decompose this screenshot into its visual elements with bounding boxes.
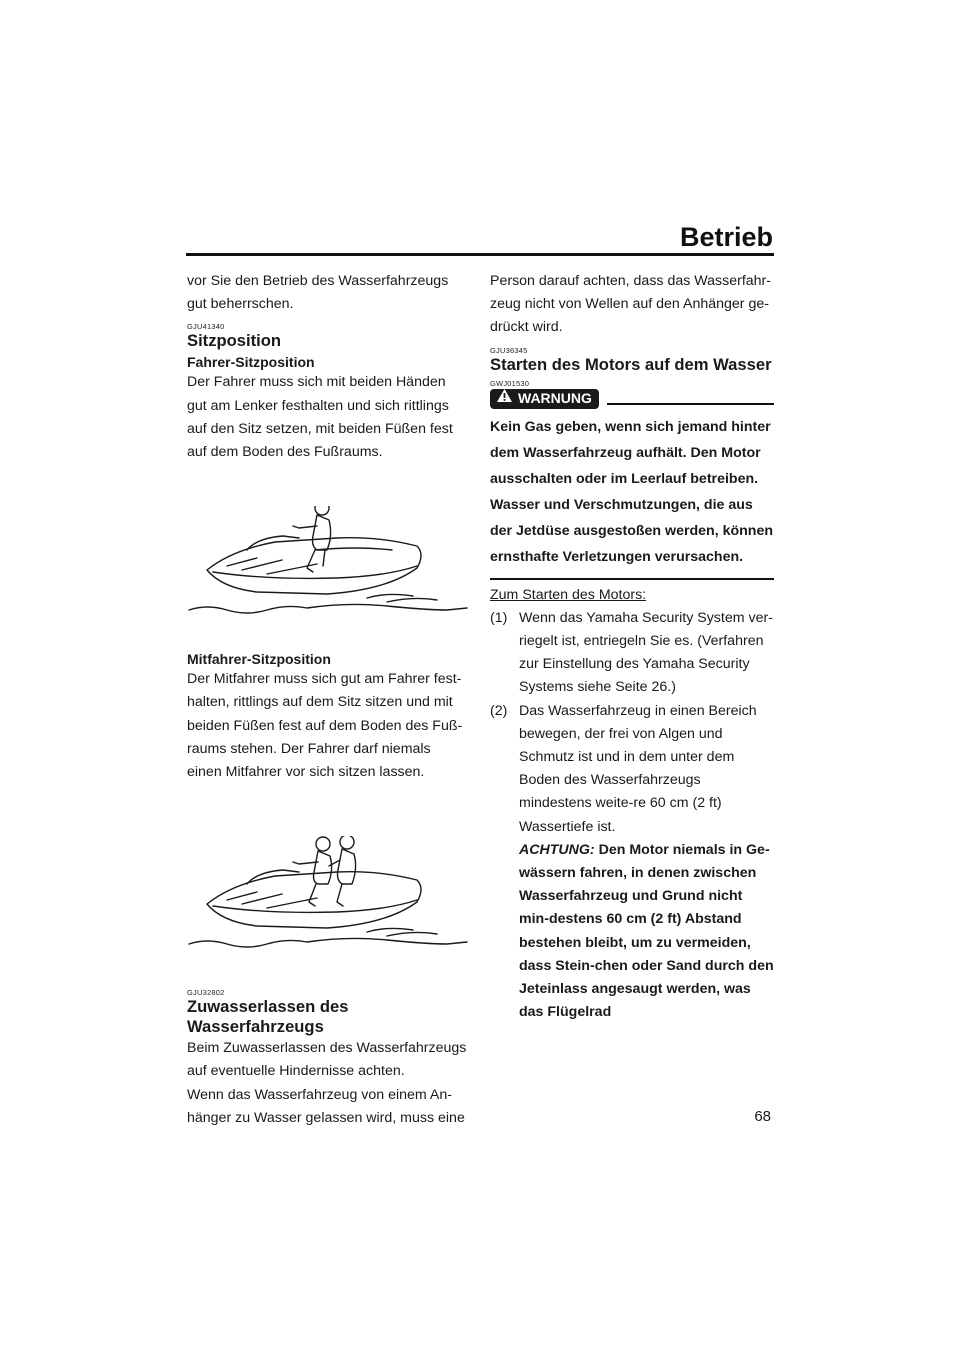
- continuation-text: Person darauf achten, dass das Wasserfahr-zeug nicht von Wellen auf den Anhänger ge-drückt wird.: [490, 273, 771, 336]
- warning-text: Kein Gas geben, wenn sich jemand hinter dem Wasserfahrzeug aufhält. Den Motor ausschalten oder im Leerlauf betreiben. Wasser und Verschmutzungen, die aus der Jetdüse ausgestoßen werden, können ernsthafte Verletzungen verursachen.: [490, 418, 774, 565]
- list-item-text: Das Wasserfahrzeug in einen Bereich bewegen, der frei von Algen und Schmutz ist und in dem unter dem Boden des Wasserfahrzeugs mindestens weite-re 60 cm (2 ft) Wassertiefe ist.: [519, 702, 757, 835]
- list-item-text: Wenn das Yamaha Security System ver-riegelt ist, entriegeln Sie es. (Verfahren zur Einstellung des Yamaha Security Systems siehe Seite 26.): [519, 609, 773, 696]
- zuwasser-heading: Zuwasserlassen des Wasserfahrzeugs: [187, 997, 349, 1037]
- list-item-number: (2): [490, 702, 508, 719]
- mitfahrer-text: Der Mitfahrer muss sich gut am Fahrer fest-halten, rittlings auf dem Sitz sitzen und mit beiden Füßen fest auf dem Boden des Fuß-raums stehen. Der Fahrer darf niemals einen Mitfahrer vor sich sitzen lassen.: [187, 671, 463, 781]
- sitz-code: GJU41340: [187, 322, 225, 332]
- warning-bottom-rule: [490, 578, 774, 580]
- achtung-note: [519, 839, 774, 1025]
- warning-triangle-icon: [496, 387, 513, 410]
- achtung-text: Den Motor niemals in Ge-wässern fahren, in denen zwischen Wasserfahrzeug und Grund nicht min-destens 60 cm (2 ft) Abstand bestehen bleibt, um zu vermeiden, dass Stein-chen oder Sand durch den Jeteinlass angesaugt werden, was das Flügelrad: [519, 841, 774, 1021]
- zuwasser-text-2: Wenn das Wasserfahrzeug von einem An-hänger zu Wasser gelassen wird, muss eine: [187, 1086, 465, 1126]
- header-rule: [186, 253, 774, 256]
- zuwasser-code: GJU32802: [187, 988, 225, 998]
- warning-rule: [607, 403, 774, 405]
- zuwasser-text-1: Beim Zuwasserlassen des Wasserfahrzeugs auf eventuelle Hindernisse achten.: [187, 1040, 467, 1080]
- rider-illustration: [187, 506, 469, 626]
- start-code: GJU36345: [490, 345, 528, 355]
- warning-header: [490, 388, 774, 410]
- steps-title: Zum Starten des Motors:: [490, 586, 647, 603]
- fahrer-text: Der Fahrer muss sich mit beiden Händen gut am Lenker festhalten und sich rittlings auf den Sitz setzen, mit beiden Füßen fest auf dem Boden des Fußraums.: [187, 374, 453, 461]
- mitfahrer-subheading: Mitfahrer-Sitzposition: [187, 651, 331, 668]
- page-number: 68: [754, 1108, 771, 1125]
- list-item-number: (1): [490, 609, 508, 626]
- start-heading: Starten des Motors auf dem Wasser: [490, 354, 772, 374]
- list-item: [490, 607, 774, 700]
- intro-text: vor Sie den Betrieb des Wasserfahrzeugs gut beherrschen.: [187, 273, 449, 313]
- fahrer-subheading: Fahrer-Sitzposition: [187, 354, 315, 371]
- list-item: [490, 700, 774, 1025]
- warning-label: WARNUNG: [518, 390, 592, 407]
- warn-code: GWJ01530: [490, 378, 530, 388]
- warning-badge: [490, 389, 599, 409]
- page-title: Betrieb: [679, 222, 773, 252]
- sitz-heading: Sitzposition: [187, 331, 282, 351]
- left-column: [187, 270, 469, 1130]
- achtung-label: ACHTUNG:: [519, 841, 595, 858]
- right-column: [490, 270, 774, 1024]
- passenger-illustration: [187, 836, 469, 956]
